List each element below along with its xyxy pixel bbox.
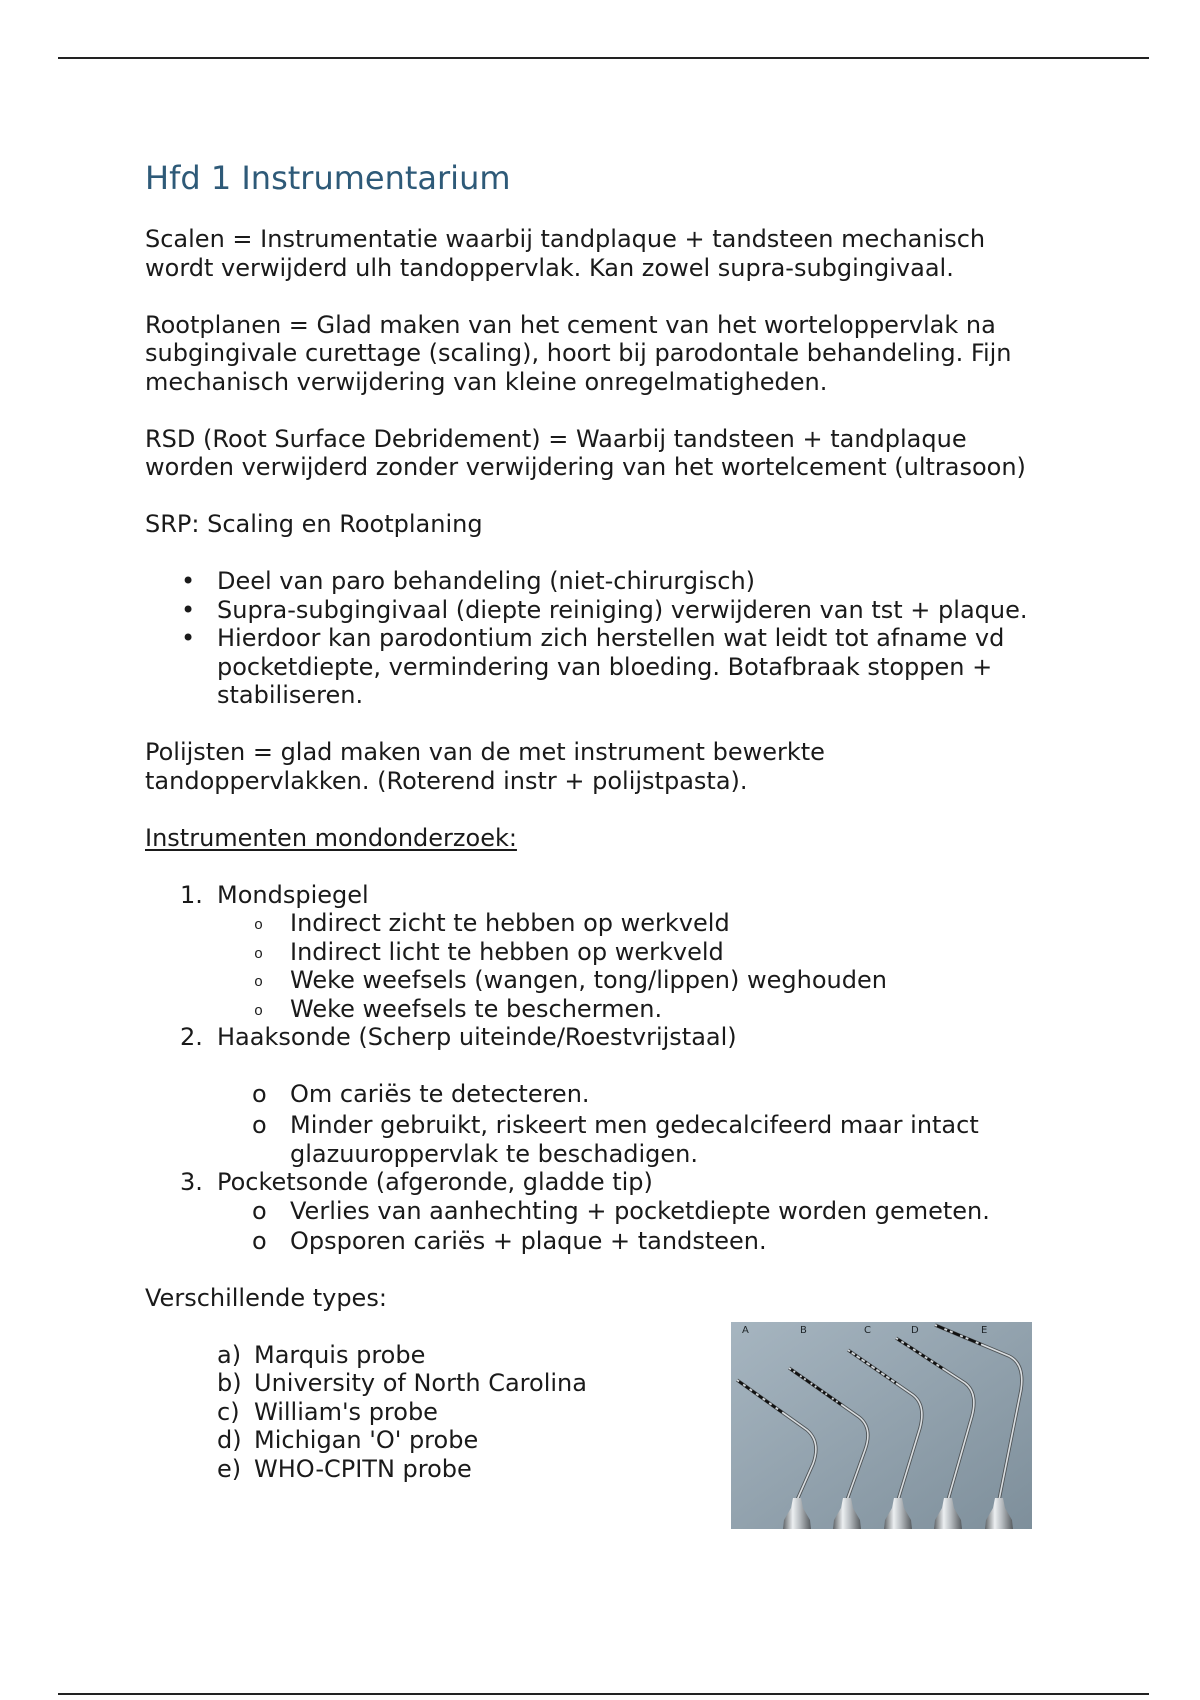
- sub-item: [145, 1111, 1055, 1168]
- numbered-item: [145, 1168, 1055, 1197]
- bullet-item: [145, 567, 1055, 596]
- probes-photo: [731, 1322, 1032, 1529]
- type-label: William's probe: [254, 1397, 438, 1426]
- bullet-line: pocketdiepte, vermindering van bloeding. Botafbraak stoppen +: [217, 652, 993, 681]
- sub-item: [145, 909, 1055, 938]
- paragraph-rsd: [145, 425, 1055, 482]
- type-marker: e): [217, 1454, 242, 1483]
- sub-item-line: Opsporen cariës + plaque + tandsteen.: [290, 1226, 767, 1255]
- numbered-item: [145, 1023, 1055, 1052]
- type-label: Marquis probe: [254, 1340, 426, 1369]
- type-marker: b): [217, 1369, 242, 1397]
- numbered-item: [145, 881, 1055, 910]
- type-label: University of North Carolina: [254, 1369, 587, 1397]
- sub-item-marker: o: [254, 974, 264, 991]
- instrumenten-heading-block: [145, 824, 1055, 853]
- page-title: Hfd 1 Instrumentarium: [145, 159, 511, 197]
- type-label: Michigan 'O' probe: [254, 1426, 479, 1454]
- sub-item-marker: o: [254, 917, 264, 934]
- type-marker: a): [217, 1340, 242, 1369]
- paragraph-scalen: [145, 225, 1055, 282]
- instrumenten-heading: Instrumenten mondonderzoek:: [145, 823, 517, 852]
- srp-bullet-list: [145, 567, 1055, 710]
- probe-label-b: B: [800, 1325, 807, 1336]
- type-marker: c): [217, 1397, 240, 1426]
- numbered-item-label: Haaksonde (Scherp uiteinde/Roestvrijstaal): [217, 1023, 737, 1051]
- sub-item-marker: o: [252, 1196, 267, 1225]
- types-heading: Verschillende types:: [145, 1283, 387, 1312]
- bullet-item: [145, 624, 1055, 710]
- numbered-item-label: Mondspiegel: [217, 880, 369, 909]
- item-number: 2.: [180, 1023, 203, 1051]
- paragraph-rootplanen: [145, 311, 1055, 397]
- sub-item-line: Indirect zicht te hebben op werkveld: [290, 909, 730, 937]
- probe-label-c: C: [864, 1325, 871, 1336]
- bullet-line: Deel van paro behandeling (niet-chirurgisch): [217, 567, 756, 595]
- sub-item-line: Verlies van aanhechting + pocketdiepte worden gemeten.: [290, 1196, 990, 1225]
- type-marker: d): [217, 1426, 242, 1454]
- probe-label-a: A: [742, 1325, 749, 1336]
- item-number: 1.: [180, 880, 203, 909]
- sub-item: [145, 995, 1055, 1024]
- paragraph-line: wordt verwijderd ulh tandoppervlak. Kan zowel supra-subgingivaal.: [145, 253, 954, 282]
- paragraph-line: Rootplanen = Glad maken van het cement van het worteloppervlak na: [145, 310, 996, 339]
- types-heading-block: [145, 1284, 1055, 1313]
- sub-item: [145, 1197, 1055, 1226]
- srp-heading: SRP: Scaling en Rootplaning: [145, 510, 483, 538]
- header-rule: [58, 57, 1149, 59]
- sub-item-line: Minder gebruikt, riskeert men gedecalcifeerd maar intact: [290, 1111, 979, 1139]
- bullet-marker: •: [181, 595, 196, 624]
- sub-item-marker: o: [254, 945, 264, 963]
- sub-item: [145, 1227, 1055, 1256]
- numbered-item-label: Pocketsonde (afgeronde, gladde tip): [217, 1168, 653, 1196]
- sub-item-line: Weke weefsels (wangen, tong/lippen) weghouden: [290, 966, 887, 994]
- probe-label-e: E: [981, 1325, 988, 1336]
- bullet-line: Hierdoor kan parodontium zich herstellen wat leidt tot afname vd: [217, 624, 1005, 652]
- paragraph-line: Scalen = Instrumentatie waarbij tandplaque + tandsteen mechanisch: [145, 225, 986, 253]
- paragraph-polijsten: [145, 738, 1055, 795]
- sub-item-marker: o: [254, 1002, 264, 1020]
- footer-rule: [58, 1693, 1149, 1695]
- paragraph-line: tandoppervlakken. (Roterend instr + polijstpasta).: [145, 766, 748, 795]
- sub-item-marker: o: [252, 1080, 267, 1108]
- sub-item-marker: o: [252, 1111, 267, 1139]
- sub-item-line: Weke weefsels te beschermen.: [290, 994, 663, 1023]
- type-label: WHO-CPITN probe: [254, 1454, 472, 1483]
- paragraph-line: subgingivale curettage (scaling), hoort bij parodontale behandeling. Fijn: [145, 339, 1012, 367]
- bullet-item: [145, 596, 1055, 625]
- sub-item: [145, 938, 1055, 967]
- probe-label-d: D: [911, 1325, 919, 1336]
- document-body: [145, 159, 1055, 1512]
- bullet-line: stabiliseren.: [217, 681, 364, 709]
- sub-item-line: Indirect licht te hebben op werkveld: [290, 937, 724, 966]
- instrumenten-list: [145, 881, 1055, 1256]
- paragraph-line: worden verwijderd zonder verwijdering van het wortelcement (ultrasoon): [145, 453, 1026, 481]
- bullet-line: Supra-subgingivaal (diepte reiniging) verwijderen van tst + plaque.: [217, 595, 1028, 624]
- paragraph-line: RSD (Root Surface Debridement) = Waarbij tandsteen + tandplaque: [145, 424, 967, 453]
- item-number: 3.: [180, 1168, 203, 1196]
- probes-illustration: [731, 1322, 1032, 1529]
- sub-item-line: glazuuroppervlak te beschadigen.: [290, 1139, 699, 1168]
- sub-item: [145, 966, 1055, 995]
- sub-item-marker: o: [252, 1226, 267, 1255]
- bullet-marker: •: [181, 624, 196, 652]
- bullet-marker: •: [181, 567, 196, 595]
- paragraph-line: mechanisch verwijdering van kleine onregelmatigheden.: [145, 367, 828, 396]
- sub-item-line: Om cariës te detecteren.: [290, 1080, 590, 1108]
- paragraph-line: Polijsten = glad maken van de met instrument bewerkte: [145, 738, 825, 766]
- photo-background: [731, 1322, 1032, 1529]
- srp-heading-block: [145, 510, 1055, 539]
- sub-item: [145, 1080, 1055, 1109]
